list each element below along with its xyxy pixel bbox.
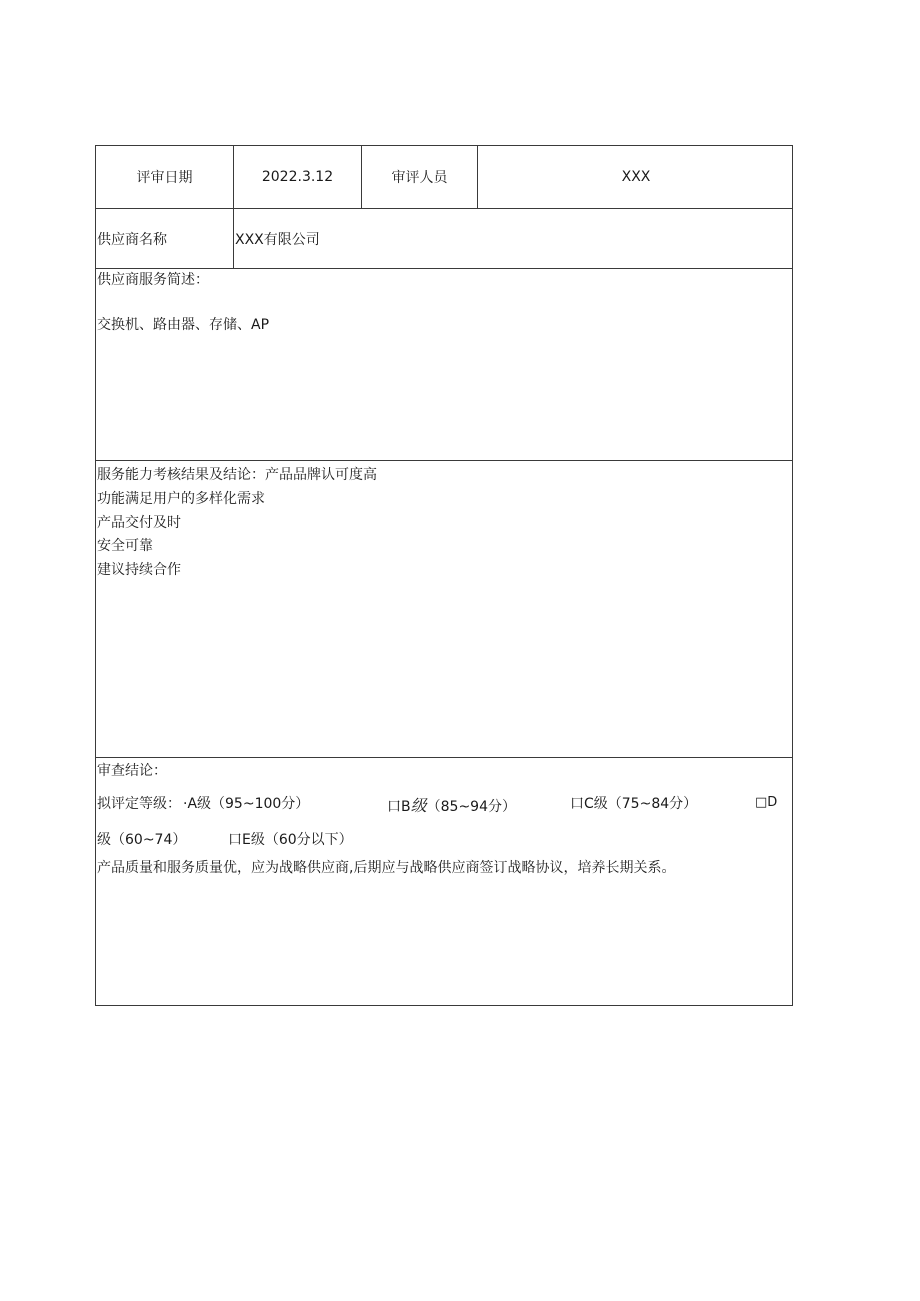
grade-option-c: 口C级（75~84分） [570, 796, 698, 812]
reviewer-value: XXX [477, 146, 794, 208]
grade-b-level: 级 [410, 796, 427, 815]
grade-b-range: （85~94分） [426, 799, 516, 815]
reviewer-label: 审评人员 [361, 146, 477, 208]
grade-option-d-start: □D [755, 795, 778, 810]
assessment-section [96, 460, 792, 757]
service-description-value: 交换机、路由器、存储、AP [97, 317, 270, 333]
conclusion-section [96, 757, 792, 1007]
assessment-line: 安全可靠 [97, 538, 153, 554]
assessment-line: 建议持续合作 [97, 562, 181, 578]
grade-option-b [387, 793, 516, 816]
supplier-row [96, 208, 792, 268]
supplier-name-label: 供应商名称 [97, 231, 167, 248]
grade-option-d-end: 级（60~74） [97, 832, 187, 848]
assessment-line: 产品交付及时 [97, 515, 181, 531]
supplier-name-value: XXX有限公司 [233, 209, 794, 268]
service-description-section [96, 268, 792, 460]
grade-prefix: 拟评定等级： [97, 796, 181, 812]
review-date-value: 2022.3.12 [233, 146, 361, 208]
assessment-line: 功能满足用户的多样化需求 [97, 491, 265, 507]
service-description-label: 供应商服务简述： [97, 272, 209, 288]
assessment-line: 服务能力考核结果及结论：产品品牌认可度高 [97, 467, 377, 483]
grade-b-box: 口B [387, 799, 411, 815]
conclusion-label: 审查结论： [97, 763, 167, 779]
grade-option-a: ·A级（95~100分） [183, 796, 310, 812]
supplier-review-form [95, 145, 793, 1006]
review-date-label: 评审日期 [136, 170, 193, 186]
header-row [96, 146, 792, 208]
grade-option-e: 口E级（60分以下） [228, 832, 353, 848]
conclusion-summary: 产品质量和服务质量优，应为战略供应商,后期应与战略供应商签订战略协议，培养长期关系。 [97, 860, 676, 876]
